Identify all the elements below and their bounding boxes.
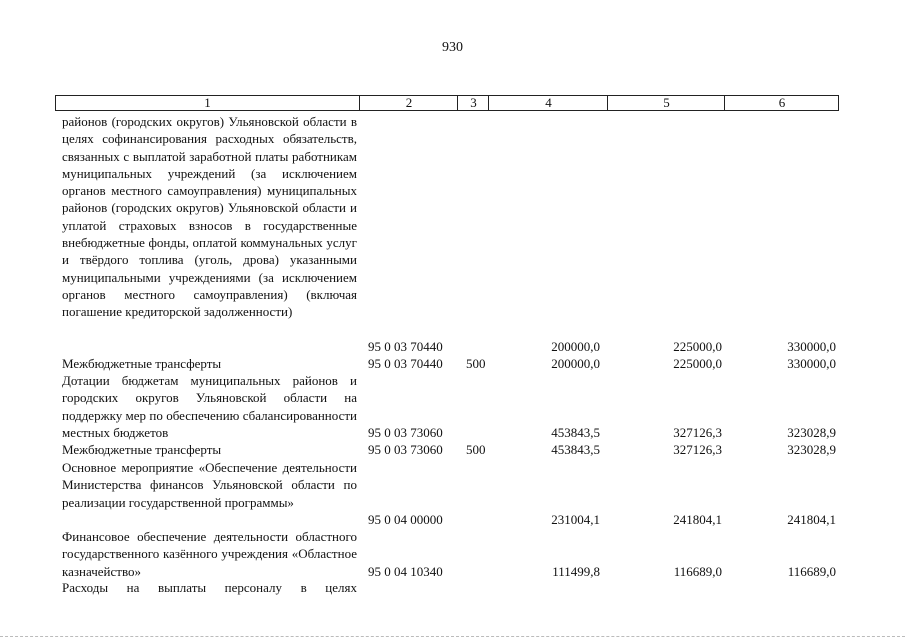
row-value-col4: 200000,0 [551, 356, 600, 371]
row-value-col4: 453843,5 [551, 442, 600, 457]
row-code: 95 0 03 73060 [368, 442, 443, 457]
table-row [0, 113, 905, 355]
table-row [0, 372, 905, 442]
table-row [0, 528, 905, 580]
row-value-col4: 231004,1 [551, 512, 600, 527]
row-code: 95 0 03 70440 [368, 339, 443, 354]
row-value-col5: 225000,0 [673, 356, 722, 371]
table-header [55, 95, 839, 111]
row-description: Межбюджетные трансферты [62, 356, 222, 371]
row-description: Расходы на выплаты персоналу в целях [62, 580, 357, 595]
row-description: Межбюджетные трансферты [62, 442, 222, 457]
row-value-col6: 323028,9 [787, 425, 836, 440]
header-col-1: 1 [204, 95, 211, 110]
header-col-5: 5 [607, 96, 725, 110]
row-description: Финансовое обеспечение деятельности областного государственного казённого учреждения «Областное казначейство» [62, 529, 357, 579]
table-row [0, 459, 905, 529]
row-value-col4: 200000,0 [551, 339, 600, 354]
row-value-col5: 116689,0 [673, 564, 722, 579]
row-code: 95 0 03 70440 [368, 356, 443, 371]
row-code: 95 0 04 00000 [368, 512, 443, 527]
row-value-col6: 330000,0 [787, 356, 836, 371]
row-expense-type: 500 [466, 356, 486, 371]
row-description: Основное мероприятие «Обеспечение деятельности Министерства финансов Ульяновской области по реализации государственной программы» [62, 460, 357, 510]
row-description: Дотации бюджетам муниципальных районов и городских округов Ульяновской области на поддержку мер по обеспечению сбалансированности местных бюджетов [62, 373, 357, 440]
row-value-col6: 241804,1 [787, 512, 836, 527]
row-value-col6: 330000,0 [787, 339, 836, 354]
row-value-col5: 327126,3 [673, 425, 722, 440]
row-code: 95 0 04 10340 [368, 564, 443, 579]
table-row [0, 355, 905, 373]
row-code: 95 0 03 73060 [368, 425, 443, 440]
header-col-3: 3 [457, 96, 489, 110]
row-value-col6: 116689,0 [787, 564, 836, 579]
table-row [0, 441, 905, 459]
row-value-col5: 241804,1 [673, 512, 722, 527]
table-row [0, 579, 905, 597]
row-value-col5: 327126,3 [673, 442, 722, 457]
header-col-4: 4 [488, 96, 608, 110]
row-expense-type: 500 [466, 442, 486, 457]
row-value-col4: 111499,8 [552, 564, 600, 579]
scan-edge-divider [0, 636, 905, 637]
header-col-6: 6 [724, 96, 839, 110]
page-number: 930 [442, 40, 463, 55]
row-value-col6: 323028,9 [787, 442, 836, 457]
header-col-2: 2 [359, 96, 458, 110]
row-value-col4: 453843,5 [551, 425, 600, 440]
row-description: районов (городских округов) Ульяновской области в целях софинансирования расходных обязательств, связанных с выплатой заработной платы работникам муниципальных учреждений (за исключением органов местного самоуправления) муниципальных районов (городских округов) Ульяновской области и уплатой страховых взносов в государственные внебюджетные фонды, оплатой коммунальных услуг и твёрдого топлива (уголь, дрова) указанными муниципальными учреждениями (за исключением органов местного самоуправления) (включая погашение кредиторской задолженности) [62, 114, 357, 320]
row-value-col5: 225000,0 [673, 339, 722, 354]
